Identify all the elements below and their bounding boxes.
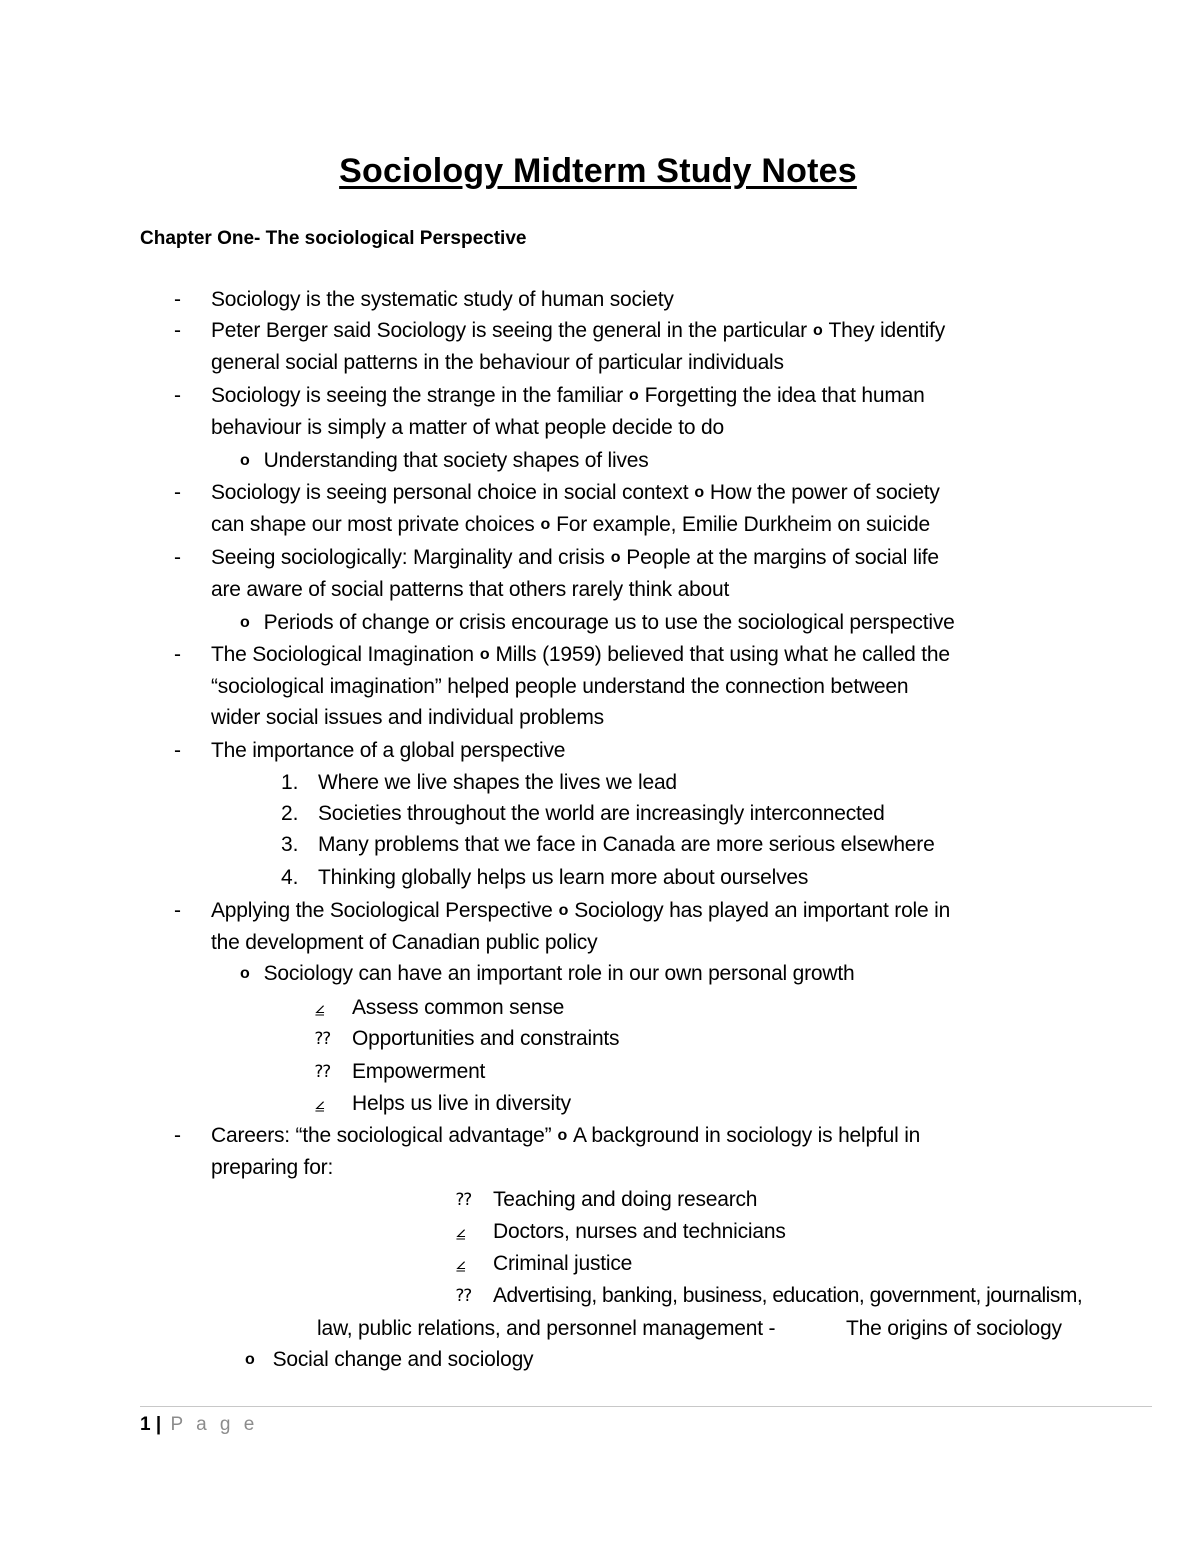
bullet-sub: People at the margins of social life: [626, 546, 939, 569]
sub-bullet-text: Social change and sociology: [272, 1348, 534, 1371]
page-footer: [140, 1412, 258, 1438]
bullet-main: Peter Berger said Sociology is seeing the general in the particular: [211, 319, 807, 342]
bullet-sub: They identify: [828, 319, 945, 342]
circle-marker: o: [245, 1351, 255, 1368]
dash-marker: -: [174, 546, 181, 569]
arrow-bullet-icon: ⦤: [315, 998, 325, 1018]
arrow-bullet-icon: ⁇: [315, 1029, 331, 1049]
arrow-bullet-icon: ⦤: [315, 1094, 325, 1114]
circle-marker: o: [558, 902, 569, 919]
circle-marker: o: [240, 965, 250, 982]
dash-marker: -: [174, 899, 181, 922]
circle-marker: o: [610, 549, 621, 566]
bullet-continuation: wider social issues and individual problems: [211, 706, 604, 729]
list-number: 3.: [281, 833, 299, 856]
dash-marker: -: [174, 384, 181, 407]
circle-marker: o: [557, 1127, 568, 1144]
sub-bullet: [240, 960, 855, 988]
circle-marker: o: [240, 452, 250, 469]
bullet-continuation: are aware of social patterns that others rarely think about: [211, 578, 730, 601]
arrow-item: Advertising, banking, business, education, government, journalism,: [493, 1284, 1083, 1307]
dash-marker: -: [174, 288, 181, 311]
arrow-item: Doctors, nurses and technicians: [493, 1220, 786, 1243]
list-number: 2.: [281, 802, 299, 825]
circle-marker: o: [540, 516, 551, 533]
bullet-main: The Sociological Imagination: [211, 643, 474, 666]
sub-bullet: [240, 447, 649, 475]
arrow-bullet-icon: ⦤: [456, 1254, 466, 1274]
sub-bullet-text: Understanding that society shapes of lives: [263, 449, 649, 472]
dash-marker: -: [174, 643, 181, 666]
bullet-text: [211, 1122, 920, 1150]
bullet-sub: A background in sociology is helpful in: [573, 1124, 921, 1147]
arrow-item: Teaching and doing research: [493, 1188, 758, 1211]
circle-marker: o: [629, 387, 639, 404]
dash-marker: -: [174, 1124, 181, 1147]
sub-bullet-text: Periods of change or crisis encourage us to use the sociological perspective: [263, 611, 955, 634]
bullet-sub: Mills (1959) believed that using what he called the: [495, 643, 950, 666]
circle-marker: o: [694, 484, 704, 501]
bullet-continuation: the development of Canadian public policy: [211, 931, 598, 954]
dash-marker: -: [174, 739, 181, 762]
bullet-text: [211, 641, 950, 669]
chapter-heading: Chapter One- The sociological Perspective: [140, 228, 527, 249]
bullet-main: Sociology is seeing the strange in the familiar: [211, 384, 623, 407]
bullet-text: [211, 317, 945, 345]
dash-marker: -: [174, 319, 181, 342]
bullet-main: Applying the Sociological Perspective: [211, 899, 553, 922]
numbered-item: Many problems that we face in Canada are more serious elsewhere: [318, 833, 935, 856]
arrow-item: Helps us live in diversity: [352, 1092, 571, 1115]
bullet-sub: Forgetting the idea that human: [644, 384, 925, 407]
list-number: 4.: [281, 866, 299, 889]
bullet-continuation: [211, 511, 930, 539]
arrow-item: Assess common sense: [352, 996, 565, 1019]
bullet-sub: How the power of society: [709, 481, 940, 504]
bullet-text: The importance of a global perspective: [211, 739, 566, 762]
bullet-continuation: preparing for:: [211, 1156, 334, 1179]
arrow-bullet-icon: ⁇: [315, 1062, 331, 1082]
bullet-sub: Sociology has played an important role in: [574, 899, 951, 922]
numbered-item: Societies throughout the world are increasingly interconnected: [318, 802, 885, 825]
bullet-cont-text: can shape our most private choices: [211, 513, 535, 536]
bullet-continuation: behaviour is simply a matter of what people decide to do: [211, 416, 724, 439]
arrow-bullet-icon: ⦤: [456, 1222, 466, 1242]
sub-bullet-text: Sociology can have an important role in our own personal growth: [263, 962, 855, 985]
sub-bullet: [245, 1346, 533, 1374]
bullet-text: [211, 544, 939, 572]
bullet-text: [211, 382, 925, 410]
bullet-text: Sociology is the systematic study of human society: [211, 288, 674, 311]
bullet-sub: For example, Emilie Durkheim on suicide: [556, 513, 930, 536]
dash-marker: -: [174, 481, 181, 504]
bullet-main: Careers: “the sociological advantage”: [211, 1124, 552, 1147]
footer-divider: [140, 1406, 1152, 1407]
circle-marker: o: [240, 614, 250, 631]
page-number: 1: [140, 1414, 151, 1435]
sub-bullet: [240, 609, 955, 637]
document-title: Sociology Midterm Study Notes: [339, 152, 857, 190]
arrow-item: Empowerment: [352, 1060, 486, 1083]
bullet-text: [211, 897, 950, 925]
bullet-text: [211, 479, 940, 507]
arrow-bullet-icon: ⁇: [456, 1286, 472, 1306]
page-label: P a g e: [170, 1414, 259, 1435]
arrow-item: Opportunities and constraints: [352, 1027, 620, 1050]
footer-separator: |: [155, 1414, 162, 1435]
numbered-item: Where we live shapes the lives we lead: [318, 771, 677, 794]
bullet-main: Sociology is seeing personal choice in social context: [211, 481, 689, 504]
list-number: 1.: [281, 771, 299, 794]
arrow-item: Criminal justice: [493, 1252, 633, 1275]
bullet-continuation-tail: The origins of sociology: [846, 1317, 1062, 1340]
bullet-continuation: “sociological imagination” helped people understand the connection between: [211, 675, 909, 698]
numbered-item: Thinking globally helps us learn more about ourselves: [318, 866, 809, 889]
bullet-continuation: general social patterns in the behaviour of particular individuals: [211, 351, 784, 374]
bullet-continuation: law, public relations, and personnel management -: [317, 1317, 776, 1340]
circle-marker: o: [479, 646, 490, 663]
circle-marker: o: [812, 322, 823, 339]
bullet-main: Seeing sociologically: Marginality and crisis: [211, 546, 605, 569]
arrow-bullet-icon: ⁇: [456, 1190, 472, 1210]
